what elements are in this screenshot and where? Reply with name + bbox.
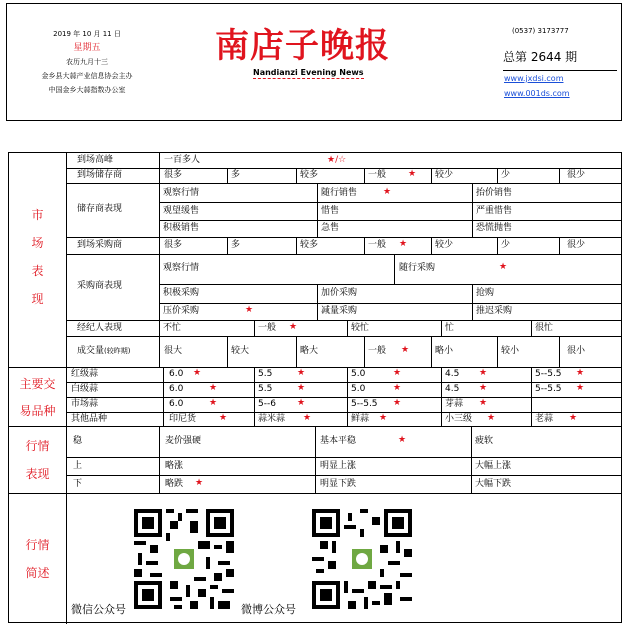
variety-3-star-1: ★	[303, 413, 312, 423]
buyer-behavior-2-2: 推迟采购	[476, 306, 513, 316]
variety-3-star-2: ★	[379, 413, 388, 423]
wechat-qr-code[interactable]	[134, 509, 234, 609]
trend-0-cell-1: 基本平稳	[320, 436, 357, 446]
variety-1-cell-2: 5.0	[351, 384, 366, 394]
volume-label: 成交量(较昨期)	[77, 346, 131, 356]
storage-behavior-1-2: 严重惜售	[476, 206, 513, 216]
variety-1-star-2: ★	[393, 383, 402, 393]
variety-2-cell-2: 5--5.5	[351, 399, 378, 409]
buyer-scale-0: 很多	[164, 240, 183, 250]
volume-scale-6: 很小	[567, 346, 586, 356]
storage-mark-star: ★	[408, 169, 417, 179]
weekday: 星期五	[73, 43, 101, 53]
volume-scale-5: 较小	[501, 346, 520, 356]
trend-1-cell-1: 明显上涨	[320, 461, 357, 471]
variety-1-cell-3: 4.5	[445, 384, 460, 394]
variety-2-star-1: ★	[297, 398, 306, 408]
variety-3-cell-0: 印尼货	[169, 414, 197, 424]
variety-1-cell-1: 5.5	[258, 384, 273, 394]
trend-dir-1: 上	[73, 461, 83, 471]
variety-0-star-0: ★	[193, 368, 202, 378]
storage-scale-0: 很多	[164, 170, 183, 180]
newspaper-title-english: Nandianzi Evening News	[253, 68, 364, 77]
storage-behavior-2-1: 急售	[321, 223, 340, 233]
storage-scale-4: 较少	[435, 170, 454, 180]
storage-scale-2: 较多	[300, 170, 319, 180]
variety-name-2: 市场蒜	[71, 399, 99, 409]
storage-scale-6: 很少	[567, 170, 586, 180]
lunar-date: 农历九月十三	[66, 58, 108, 66]
variety-3-cell-1: 蒜米蒜	[258, 414, 286, 424]
variety-0-cell-3: 4.5	[445, 369, 460, 379]
market-report-table	[8, 152, 622, 623]
storage-scale-1: 多	[231, 170, 241, 180]
variety-3-cell-3: 小三级	[445, 414, 473, 424]
website-link-2[interactable]: www.001ds.com	[504, 89, 570, 98]
variety-2-cell-1: 5--6	[258, 399, 276, 409]
variety-2-star-3: ★	[479, 398, 488, 408]
variety-0-cell-1: 5.5	[258, 369, 273, 379]
trend-dir-0: 稳	[73, 436, 83, 446]
storage-label: 到场储存商	[77, 170, 123, 180]
buyer-behavior-2-0: 压价采购	[163, 306, 200, 316]
buyer-behavior-2-1: 减量采购	[321, 306, 358, 316]
variety-3-cell-4: 老蒜	[535, 414, 554, 424]
broker-label: 经纪人表现	[77, 323, 123, 333]
buyer-scale-2: 较多	[300, 240, 319, 250]
buyer-mark-star: ★	[399, 239, 408, 249]
variety-1-cell-4: 5--5.5	[535, 384, 562, 394]
variety-name-0: 红级蒜	[71, 369, 99, 379]
volume-star: ★	[401, 345, 410, 355]
variety-0-star-1: ★	[297, 368, 306, 378]
buyer-label: 到场采购商	[77, 240, 123, 250]
storage-behavior-label: 储存商表现	[77, 204, 123, 214]
variety-3-star-0: ★	[219, 413, 228, 423]
trend-0-cell-2: 疲软	[475, 436, 494, 446]
broker-scale-4: 很忙	[535, 323, 554, 333]
volume-scale-3: 一般	[368, 346, 387, 356]
variety-0-star-3: ★	[479, 368, 488, 378]
volume-scale-0: 很大	[164, 346, 183, 356]
volume-scale-4: 略小	[435, 346, 454, 356]
variety-2-cell-0: 6.0	[169, 399, 184, 409]
variety-name-1: 白级蒜	[71, 384, 99, 394]
arrival-mark: ★/☆	[327, 155, 347, 165]
issue-date: 2019 年 10 月 11 日	[53, 30, 121, 38]
storage-scale-3: 一般	[368, 170, 387, 180]
variety-name-3: 其他品种	[71, 414, 108, 424]
trend-dir-2: 下	[73, 479, 83, 489]
buyer-behavior-star-2: ★	[245, 305, 254, 315]
variety-0-star-4: ★	[576, 368, 585, 378]
variety-0-cell-0: 6.0	[169, 369, 184, 379]
broker-scale-0: 不忙	[163, 323, 182, 333]
buyer-behavior-0-1: 随行采购	[399, 263, 436, 273]
arrival-value: 一百多人	[164, 155, 201, 165]
buyer-behavior-1-0: 积极采购	[163, 288, 200, 298]
section-trend-label: 行情 表现	[25, 439, 50, 481]
broker-star: ★	[289, 322, 298, 332]
variety-3-cell-2: 鲜蒜	[351, 414, 370, 424]
variety-3-star-4: ★	[569, 413, 578, 423]
section-brief-label: 行情 简述	[25, 538, 50, 580]
issue-divider	[503, 70, 617, 71]
variety-1-cell-0: 6.0	[169, 384, 184, 394]
issue-number: 总第 2644 期	[503, 50, 578, 64]
variety-0-cell-4: 5--5.5	[535, 369, 562, 379]
broker-scale-1: 一般	[258, 323, 277, 333]
storage-behavior-2-0: 积极销售	[163, 223, 200, 233]
broker-scale-3: 忙	[445, 323, 455, 333]
weibo-qr-code[interactable]	[312, 509, 412, 609]
trend-1-cell-2: 大幅上涨	[475, 461, 512, 471]
variety-0-cell-2: 5.0	[351, 369, 366, 379]
arrival-label: 到场高峰	[77, 155, 114, 165]
buyer-scale-6: 很少	[567, 240, 586, 250]
variety-2-cell-3: 芽蒜	[445, 399, 464, 409]
website-link-1[interactable]: www.jxdsi.com	[504, 74, 564, 83]
storage-behavior-2-2: 恐慌抛售	[476, 223, 513, 233]
masthead	[6, 3, 622, 121]
trend-0-cell-0: 麦价强硬	[165, 436, 202, 446]
storage-behavior-1-1: 惜售	[321, 206, 340, 216]
section-market-label: 市 场 表 现	[31, 208, 44, 306]
trend-1-cell-0: 略涨	[165, 461, 184, 471]
variety-1-star-4: ★	[576, 383, 585, 393]
wechat-label: 微信公众号	[71, 603, 126, 616]
volume-scale-1: 较大	[231, 346, 250, 356]
newspaper-title: 南店子晚报	[215, 26, 390, 66]
trend-star-0: ★	[398, 435, 407, 445]
trend-2-cell-1: 明显下跌	[320, 479, 357, 489]
variety-1-star-1: ★	[297, 383, 306, 393]
sponsor-line-2: 中国金乡大蒜指数办公室	[48, 86, 126, 94]
storage-scale-5: 少	[501, 170, 511, 180]
storage-behavior-0-2: 抬价销售	[476, 188, 513, 198]
phone-number: (0537) 3173777	[512, 27, 569, 35]
buyer-behavior-1-1: 加价采购	[321, 288, 358, 298]
variety-1-star-3: ★	[479, 383, 488, 393]
buyer-scale-4: 较少	[435, 240, 454, 250]
broker-scale-2: 较忙	[351, 323, 370, 333]
trend-2-cell-0: 略跌	[165, 479, 184, 489]
buyer-scale-3: 一般	[368, 240, 387, 250]
sponsor-line-1: 金乡县大蒜产业信息协会主办	[41, 72, 133, 80]
storage-behavior-0-1: 随行销售	[321, 188, 358, 198]
weibo-label: 微博公众号	[241, 603, 296, 616]
trend-star-2: ★	[195, 478, 204, 488]
storage-behavior-0-0: 观察行情	[163, 188, 200, 198]
variety-2-star-0: ★	[209, 398, 218, 408]
buyer-behavior-0-0: 观察行情	[163, 263, 200, 273]
section-varieties-label: 主要交 易品种	[19, 377, 56, 418]
storage-behavior-1-0: 观望缓售	[163, 206, 200, 216]
buyer-scale-1: 多	[231, 240, 241, 250]
trend-2-cell-2: 大幅下跌	[475, 479, 512, 489]
buyer-behavior-1-2: 抢购	[476, 288, 495, 298]
variety-3-star-3: ★	[487, 413, 496, 423]
buyer-scale-5: 少	[501, 240, 511, 250]
buyer-behavior-label: 采购商表现	[77, 281, 123, 291]
variety-1-star-0: ★	[209, 383, 218, 393]
buyer-behavior-star-1: ★	[499, 262, 508, 272]
variety-2-star-2: ★	[393, 398, 402, 408]
storage-behavior-star: ★	[383, 187, 392, 197]
volume-scale-2: 略大	[300, 346, 319, 356]
variety-0-star-2: ★	[393, 368, 402, 378]
